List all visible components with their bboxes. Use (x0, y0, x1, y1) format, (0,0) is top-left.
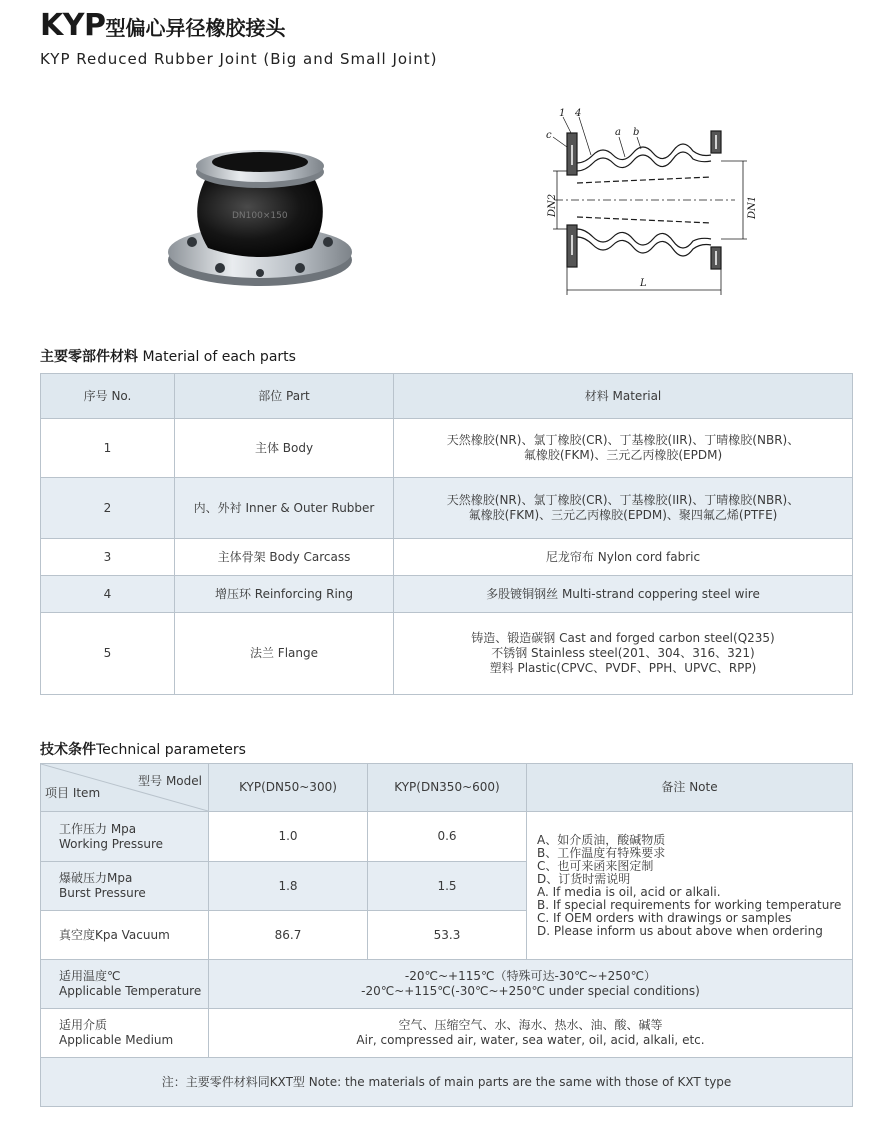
value-large: 1.5 (368, 862, 527, 911)
drawing-label-c: c (546, 130, 552, 141)
row-material: 尼龙帘布 Nylon cord fabric (394, 539, 853, 576)
table-row (41, 812, 853, 862)
materials-heading-en: Material of each parts (142, 349, 296, 365)
row-part: 增压环 Reinforcing Ring (175, 576, 394, 613)
drawing-label-dn2: DN2 (547, 193, 558, 217)
title-cn: 型偏心异径橡胶接头 (105, 16, 286, 40)
row-material: 天然橡胶(NR)、氯丁橡胶(CR)、丁基橡胶(IIR)、丁晴橡胶(NBR)、 氟橡胶(FKM)、三元乙丙橡胶(EPDM)、聚四氟乙烯(PTFE) (394, 478, 853, 539)
table-row (41, 613, 853, 695)
page-title (40, 8, 285, 43)
value-small: 1.0 (209, 812, 368, 862)
value-temperature: -20℃~+115℃（特殊可达-30℃~+250℃） -20℃~+115℃(-30℃~+250℃ under special conditions) (209, 960, 853, 1009)
technical-heading-en: Technical parameters (96, 742, 246, 758)
value-medium: 空气、压缩空气、水、海水、热水、油、酸、碱等 Air, compressed air, water, sea water, oil, acid, alkali, etc. (209, 1009, 853, 1058)
row-material: 铸造、锻造碳钢 Cast and forged carbon steel(Q235) 不锈钢 Stainless steel(201、304、316、321) 塑料 Plastic(CPVC、PVDF、PPH、UPVC、RPP) (394, 613, 853, 695)
row-no: 2 (41, 478, 175, 539)
row-no: 3 (41, 539, 175, 576)
table-row (41, 539, 853, 576)
drawing-label-b: b (633, 127, 640, 138)
value-small: 1.8 (209, 862, 368, 911)
materials-header-row (41, 374, 853, 419)
materials-heading-cn: 主要零部件材料 (40, 349, 138, 365)
title-en: KYP Reduced Rubber Joint (Big and Small Joint) (40, 50, 438, 68)
value-large: 53.3 (368, 911, 527, 960)
notes-cell: A、如介质油，酸碱物质 B、工作温度有特殊要求 C、也可来函来图定制 D、订货时需说明 A. If media is oil, acid or alkali. B. If special requirements for working temperature C. If OEM orders with drawings or samples D. Please inform us about above when ordering (527, 812, 853, 960)
table-row (41, 1009, 853, 1058)
photo-label: DN100×150 (232, 211, 288, 221)
technical-table (40, 763, 853, 1107)
row-no: 4 (41, 576, 175, 613)
materials-heading (40, 346, 296, 366)
col-part: 部位 Part (175, 374, 394, 419)
item-vacuum: 真空度Kpa Vacuum (41, 911, 209, 960)
table-row (41, 478, 853, 539)
product-photo (160, 140, 360, 290)
dimension-drawing (525, 105, 765, 300)
drawing-label-dn1: DN1 (747, 195, 758, 219)
item-temperature: 适用温度℃ Applicable Temperature (41, 960, 209, 1009)
table-row (41, 960, 853, 1009)
value-large: 0.6 (368, 812, 527, 862)
drawing-label-a: a (615, 127, 621, 138)
technical-header-row (41, 764, 853, 812)
drawing-label-4: 4 (575, 108, 582, 119)
table-row (41, 576, 853, 613)
row-part: 主体骨架 Body Carcass (175, 539, 394, 576)
row-no: 1 (41, 419, 175, 478)
col-material: 材料 Material (394, 374, 853, 419)
item-working-pressure: 工作压力 Mpa Working Pressure (41, 812, 209, 862)
value-small: 86.7 (209, 911, 368, 960)
item-medium: 适用介质 Applicable Medium (41, 1009, 209, 1058)
col-note: 备注 Note (527, 764, 853, 812)
technical-heading-cn: 技术条件 (40, 742, 96, 758)
drawing-label-1: 1 (559, 108, 566, 119)
row-material: 多股镀铜钢丝 Multi-strand coppering steel wire (394, 576, 853, 613)
col-kyp-large: KYP(DN350~600) (368, 764, 527, 812)
col-no: 序号 No. (41, 374, 175, 419)
table-row (41, 419, 853, 478)
footnote: 注：主要零件材料同KXT型 Note: the materials of main parts are the same with those of KXT type (41, 1058, 853, 1107)
table-row (41, 1058, 853, 1107)
row-material: 天然橡胶(NR)、氯丁橡胶(CR)、丁基橡胶(IIR)、丁晴橡胶(NBR)、 氟橡胶(FKM)、三元乙丙橡胶(EPDM) (394, 419, 853, 478)
model-code: KYP (40, 8, 106, 43)
corner-model: 型号 Model (138, 774, 202, 788)
col-kyp-small: KYP(DN50~300) (209, 764, 368, 812)
corner-item: 项目 Item (45, 786, 101, 800)
item-burst-pressure: 爆破压力Mpa Burst Pressure (41, 862, 209, 911)
technical-heading (40, 739, 246, 759)
row-part: 主体 Body (175, 419, 394, 478)
row-no: 5 (41, 613, 175, 695)
materials-table (40, 373, 853, 695)
row-part: 法兰 Flange (175, 613, 394, 695)
drawing-label-l: L (640, 278, 647, 289)
corner-cell (41, 764, 209, 812)
row-part: 内、外衬 Inner & Outer Rubber (175, 478, 394, 539)
